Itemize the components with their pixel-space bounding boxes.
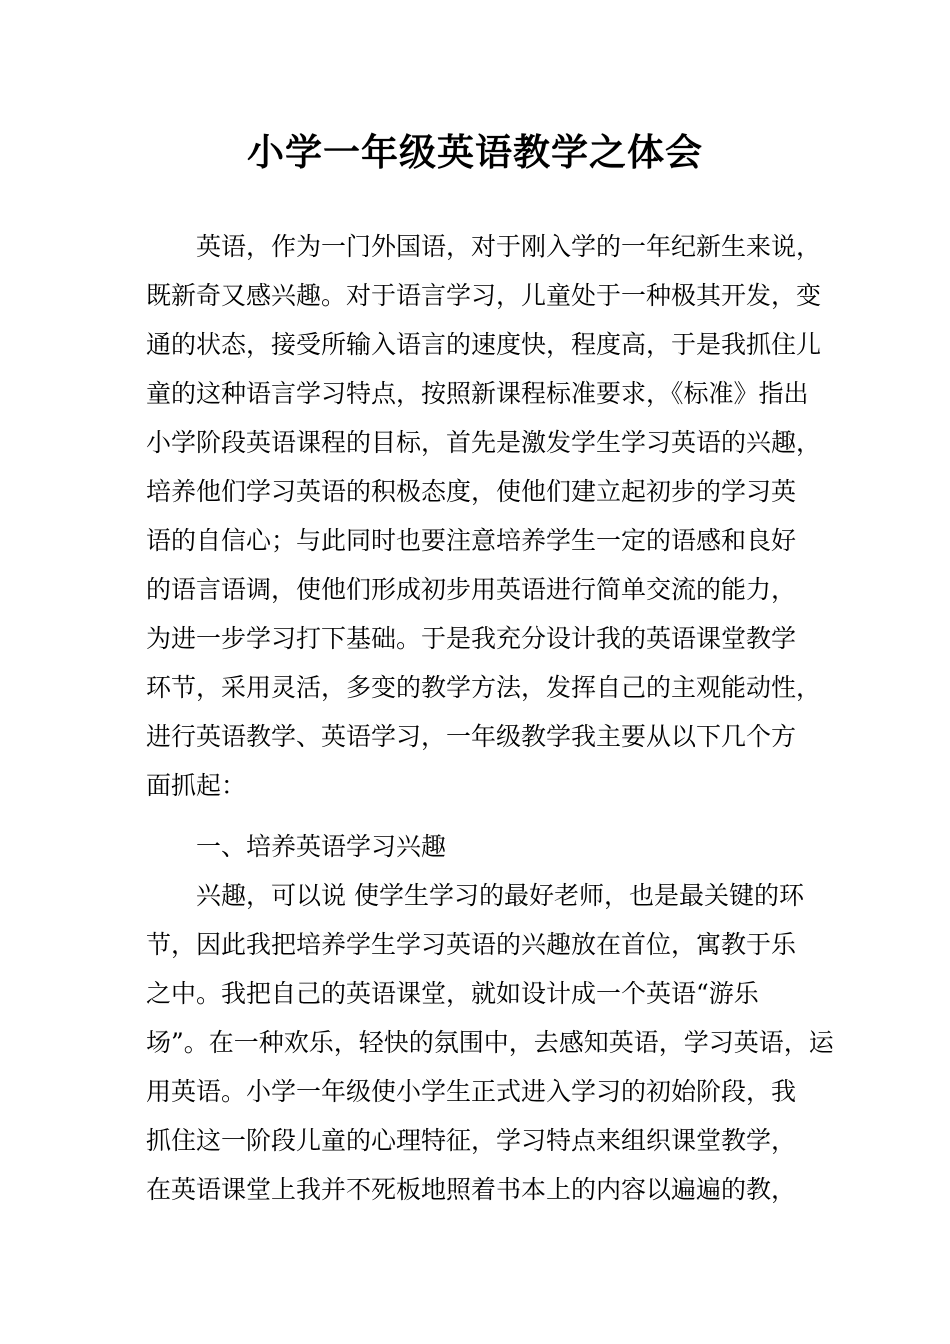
document-title: 小学一年级英语教学之体会 [247,130,703,174]
paragraph-line: 为进一步学习打下基础。于是我充分设计我的英语课堂教学 [146,624,797,653]
paragraph-line: 童的这种语言学习特点，按照新课程标准要求，《标准》指出 [146,379,809,408]
paragraph-line: 兴趣，可以说 使学生学习的最好老师，也是最关键的环 [196,881,804,910]
paragraph-line: 小学阶段英语课程的目标，首先是激发学生学习英语的兴趣， [146,428,822,457]
paragraph-line: 在英语课堂上我并不死板地照着书本上的内容以遍遍的教， [146,1175,797,1204]
paragraph-line: 用英语。小学一年级使小学生正式进入学习的初始阶段，我 [146,1077,797,1106]
paragraph-line: 节，因此我把培养学生学习英语的兴趣放在首位，寓教于乐 [146,930,797,959]
paragraph-line: 英语，作为一门外国语，对于刚入学的一年纪新生来说， [196,232,822,261]
paragraph-line: 之中。我把自己的英语课堂，就如设计成一个英语“游乐 [146,979,759,1008]
paragraph-line: 通的状态，接受所输入语言的速度快，程度高，于是我抓住儿 [146,330,822,359]
paragraph-line: 语的自信心；与此同时也要注意培养学生一定的语感和良好 [146,526,797,555]
paragraph-line: 的语言语调，使他们形成初步用英语进行简单交流的能力， [146,575,797,604]
paragraph-line: 进行英语教学、英语学习，一年级教学我主要从以下几个方 [146,722,797,751]
paragraph-line: 面抓起： [146,771,247,800]
paragraph-line: 培养他们学习英语的积极态度，使他们建立起初步的学习英 [146,477,797,506]
paragraph-line: 抓住这一阶段儿童的心理特征，学习特点来组织课堂教学， [146,1126,797,1155]
section-heading: 一、培养英语学习兴趣 [196,832,447,861]
paragraph-line: 既新奇又感兴趣。对于语言学习，儿童处于一种极其开发，变 [146,281,822,310]
paragraph-line: 环节，采用灵活，多变的教学方法，发挥自己的主观能动性， [146,673,822,702]
paragraph-line: 场”。在一种欢乐，轻快的氛围中，去感知英语，学习英语，运 [146,1028,834,1057]
